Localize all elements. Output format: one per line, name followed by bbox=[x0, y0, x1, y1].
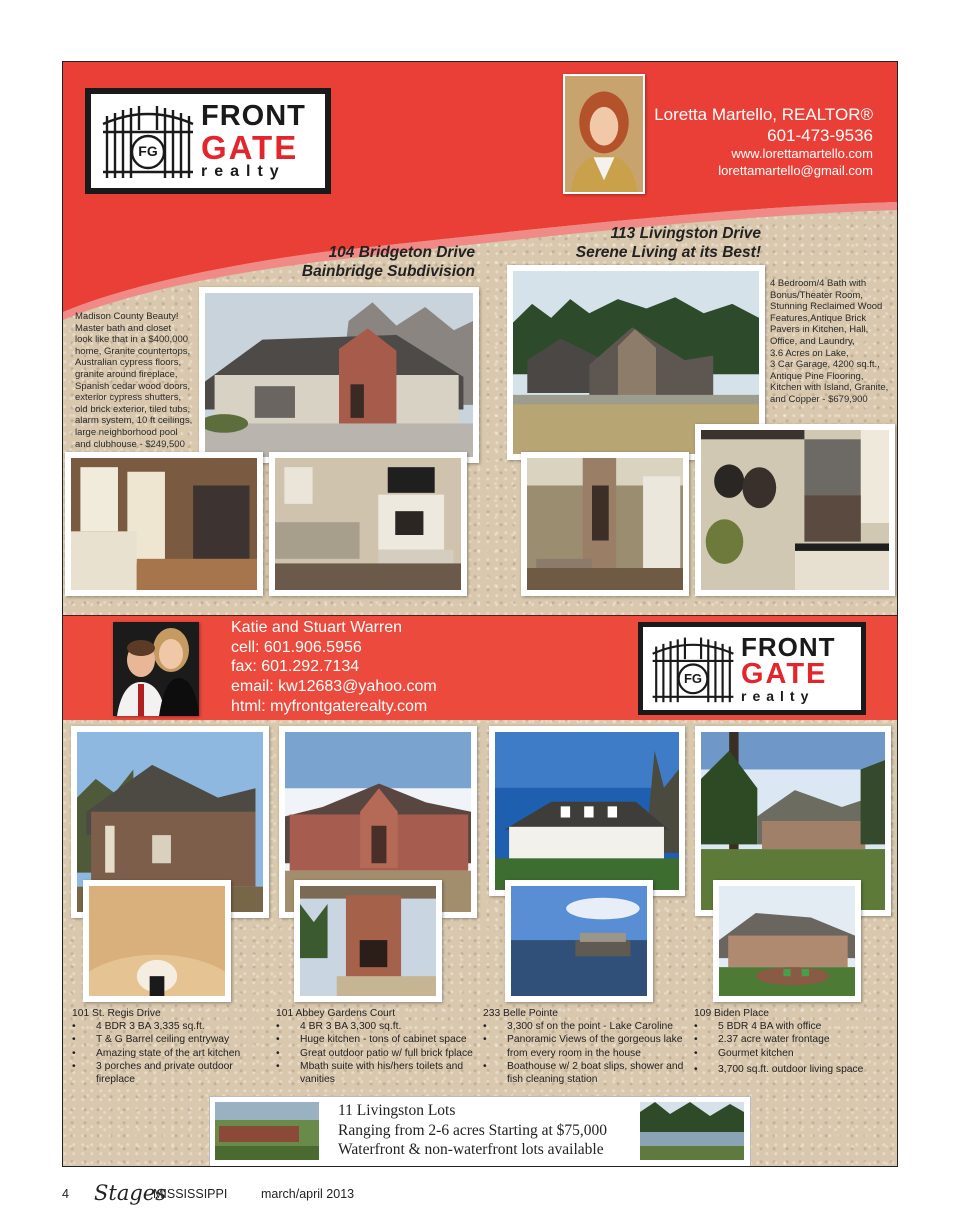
desc-line: alarm system, 10 ft ceilings, bbox=[75, 415, 193, 427]
agent2-email[interactable]: email: kw12683@yahoo.com bbox=[231, 678, 437, 696]
desc-line: Kitchen with Island, Granite, bbox=[770, 382, 889, 394]
listing3-bullet: • Panoramic Views of the gorgeous lake from every room in the house bbox=[483, 1033, 688, 1059]
logo-initials: FG bbox=[138, 143, 158, 159]
desc-line: Madison County Beauty! bbox=[75, 311, 179, 322]
desc-line: Office, and Laundry, bbox=[770, 335, 855, 347]
logo-word-gate: GATE bbox=[201, 129, 299, 166]
listing2-bullet: • Mbath suite with his/hers toilets and vanities bbox=[276, 1060, 481, 1086]
desc-line: Master bath and closet bbox=[75, 322, 172, 334]
logo-word-front: FRONT bbox=[201, 100, 306, 132]
listing2-outdoor-fireplace-photo bbox=[294, 880, 442, 1002]
listing4-bullet: • 3,700 sq.ft. outdoor living space bbox=[694, 1063, 894, 1076]
desc-line: and Copper - $679,900 bbox=[770, 393, 868, 405]
listing-a-subtitle: Bainbridge Subdivision bbox=[301, 263, 475, 280]
front-gate-logo-top bbox=[85, 88, 331, 194]
listing-a-main-photo bbox=[199, 287, 479, 463]
desc-line: Features,Antique Brick bbox=[770, 312, 867, 324]
listing1-address: 101 St. Regis Drive bbox=[72, 1008, 161, 1019]
listing-a-living-room-photo bbox=[269, 452, 467, 596]
advertisement-page bbox=[62, 61, 898, 1167]
desc-line: old brick exterior, tiled tubs, bbox=[75, 403, 191, 415]
listing-b-dining-photo bbox=[521, 452, 689, 596]
listing2-bullet: • Great outdoor patio w/ full brick fplace bbox=[276, 1047, 481, 1060]
listing2-bullet: • 4 BR 3 BA 3,300 sq.ft. bbox=[276, 1020, 481, 1033]
agent2-website[interactable]: html: myfrontgaterealty.com bbox=[231, 697, 428, 715]
desc-line: Bonus/Theater Room, bbox=[770, 289, 863, 301]
gate-logo-icon bbox=[649, 634, 737, 704]
gate-logo-icon bbox=[99, 102, 197, 180]
listing-b-subtitle: Serene Living at its Best! bbox=[575, 244, 761, 261]
desc-line: 3 Car Garage, 4200 sq.ft., bbox=[770, 359, 880, 371]
desc-line: large neighborhood pool bbox=[75, 426, 178, 438]
page-number: 4 bbox=[62, 1187, 69, 1201]
listing3-bullet: • Boathouse w/ 2 boat slips, shower and fish cleaning station bbox=[483, 1060, 688, 1086]
listing4-bullet: • Gourmet kitchen bbox=[694, 1047, 894, 1060]
magazine-name-state: MISSISSIPPI bbox=[153, 1187, 228, 1201]
listing-b-description bbox=[770, 278, 895, 406]
agent2-contact bbox=[231, 618, 611, 717]
lots-price-range: Ranging from 2-6 acres Starting at $75,000 bbox=[338, 1121, 608, 1139]
logo-initials: FG bbox=[683, 670, 703, 686]
listing3-bullet: • 3,300 sf on the point - Lake Caroline bbox=[483, 1020, 688, 1033]
lots-photo-left bbox=[215, 1102, 319, 1160]
listing4-patio-photo bbox=[713, 880, 861, 1002]
listing-b-address: 113 Livingston Drive bbox=[610, 225, 761, 242]
listing1-details bbox=[72, 1007, 272, 1086]
listing-a-description bbox=[75, 311, 203, 450]
logo-word-realty: realty bbox=[741, 688, 815, 704]
desc-line: Spanish cedar wood doors, bbox=[75, 380, 191, 392]
agent1-name: Loretta Martello, REALTOR® bbox=[654, 105, 873, 124]
agent2-names: Katie and Stuart Warren bbox=[231, 619, 403, 636]
desc-line: and clubhouse - $249,500 bbox=[75, 438, 185, 450]
listing-b-kitchen-photo bbox=[695, 424, 895, 596]
listing-b-heading bbox=[533, 224, 761, 262]
desc-line: 4 Bedroom/4 Bath with bbox=[770, 278, 867, 289]
listing1-bullet: • Amazing state of the art kitchen bbox=[72, 1047, 272, 1060]
agent1-phone[interactable]: 601-473-9536 bbox=[767, 126, 873, 145]
listing4-bullet: • 2.37 acre water frontage bbox=[694, 1033, 894, 1046]
desc-line: exterior cypress shutters, bbox=[75, 392, 182, 404]
desc-line: Pavers in Kitchen, Hall, bbox=[770, 324, 869, 336]
desc-line: Australian cypress floors, bbox=[75, 357, 182, 369]
agent1-website[interactable]: www.lorettamartello.com bbox=[731, 146, 873, 161]
agent2-cell[interactable]: cell: 601.906.5956 bbox=[231, 638, 362, 656]
agent-photo-warren bbox=[113, 622, 199, 716]
listing3-lake-photo bbox=[505, 880, 653, 1002]
listing1-bullet: • T & G Barrel ceiling entryway bbox=[72, 1033, 272, 1046]
listing1-ceiling-photo bbox=[83, 880, 231, 1002]
issue-date: march/april 2013 bbox=[261, 1187, 355, 1201]
listing2-details bbox=[276, 1007, 481, 1086]
lots-banner bbox=[209, 1096, 751, 1167]
lots-text bbox=[338, 1101, 638, 1160]
listing1-bullet: • 3 porches and private outdoor fireplace bbox=[72, 1060, 272, 1086]
desc-line: look like that in a $400,000 bbox=[75, 334, 189, 346]
page-footer bbox=[62, 1182, 862, 1206]
desc-line: home, Granite countertops, bbox=[75, 345, 191, 357]
listing4-details bbox=[694, 1007, 894, 1076]
magazine-name-script: Stages bbox=[94, 1181, 166, 1205]
listing3-exterior-photo bbox=[489, 726, 685, 896]
lots-photo-right bbox=[640, 1102, 744, 1160]
listing4-address: 109 Biden Place bbox=[694, 1008, 769, 1019]
logo-word-front: FRONT bbox=[741, 632, 836, 662]
agent1-contact bbox=[623, 104, 873, 179]
listing-a-kitchen-photo bbox=[65, 452, 263, 596]
listing-a-heading bbox=[243, 243, 475, 281]
listing4-bullet: • 5 BDR 4 BA with office bbox=[694, 1020, 894, 1033]
desc-line: granite around fireplace, bbox=[75, 368, 178, 380]
listing3-details bbox=[483, 1007, 688, 1086]
desc-line: Stunning Reclaimed Wood bbox=[770, 301, 883, 313]
listing3-address: 233 Belle Pointe bbox=[483, 1008, 558, 1019]
lots-availability: Waterfront & non-waterfront lots available bbox=[338, 1141, 604, 1158]
listing-a-address: 104 Bridgeton Drive bbox=[328, 244, 475, 261]
logo-word-gate: GATE bbox=[741, 658, 828, 690]
agent2-fax: fax: 601.292.7134 bbox=[231, 658, 360, 676]
lots-title: 11 Livingston Lots bbox=[338, 1102, 456, 1119]
logo-word-realty: realty bbox=[201, 163, 286, 180]
listing1-bullet: • 4 BDR 3 BA 3,335 sq.ft. bbox=[72, 1020, 272, 1033]
agent1-email[interactable]: lorettamartello@gmail.com bbox=[718, 162, 873, 178]
listing2-bullet: • Huge kitchen - tons of cabinet space bbox=[276, 1033, 481, 1046]
listing2-address: 101 Abbey Gardens Court bbox=[276, 1008, 396, 1019]
front-gate-logo-middle bbox=[638, 622, 866, 715]
desc-line: Antique Pine Flooring, bbox=[770, 370, 864, 382]
desc-line: 3.6 Acres on Lake, bbox=[770, 347, 849, 359]
